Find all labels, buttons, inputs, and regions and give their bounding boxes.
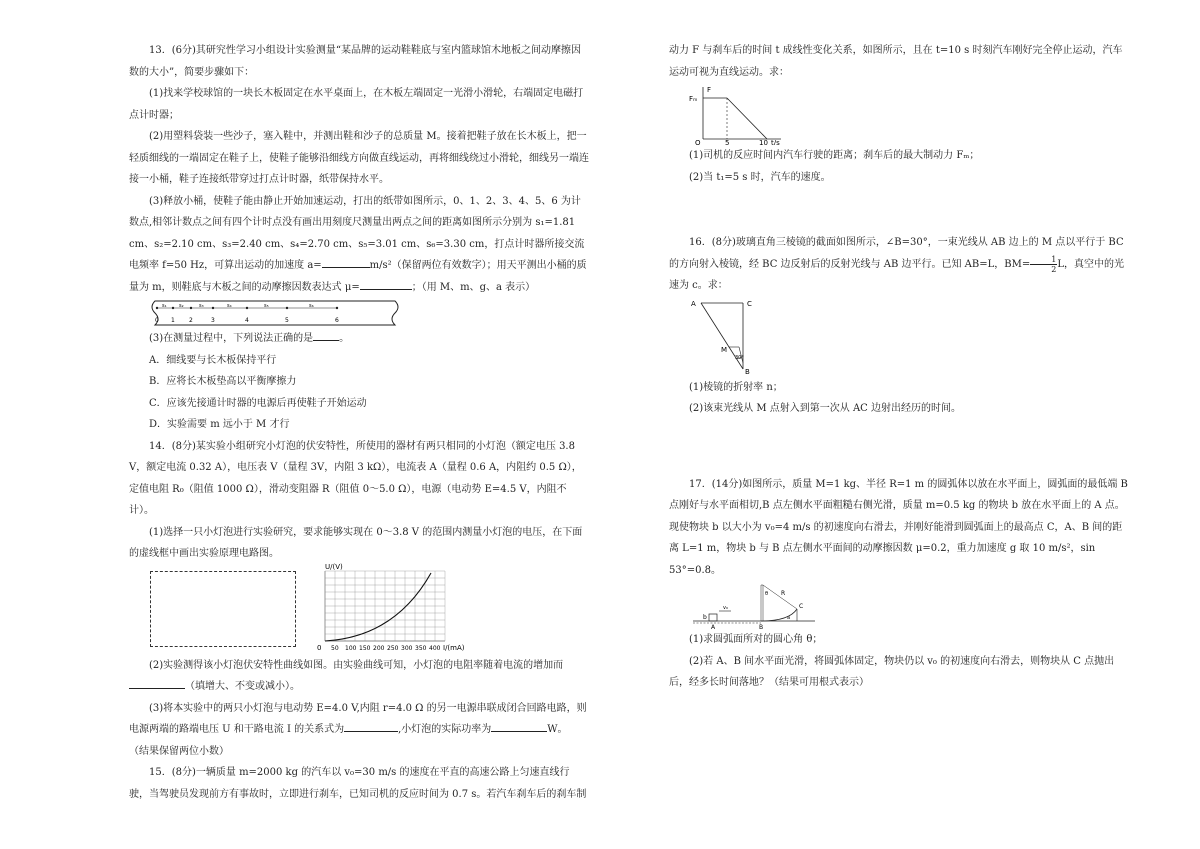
q16-prism-figure bbox=[669, 297, 1131, 377]
q17-stem: 17．(14分)如图所示，质量 M=1 kg、半径 R=1 m 的圆弧体以放在水平面上，圆弧面的最低端 B 点刚好与水平面相切,B 点左侧水平面粗糙右侧光滑，质量 m=0.5 kg 的物块 b 放在水平面上的 A 点。现使物块 b 以大小为 v₀=4 m/s 的初速度向右滑去，并刚好能滑到圆弧面上的最高点 C，A、B 间的距离 L=1 m，物块 b 与 B 点左侧水平面间的动摩擦因数 μ=0.2，重力加速度 g 取 10 m/s²，sin 53°=0.8。 bbox=[669, 478, 1128, 576]
tape-segment-label: s₄ bbox=[227, 303, 232, 309]
q14-step2-line2 bbox=[129, 676, 589, 698]
q17-arc-figure bbox=[669, 581, 1131, 629]
answer-blank-resistivity[interactable] bbox=[129, 677, 185, 689]
q15-stem-continued bbox=[669, 40, 1131, 83]
q15-step2: (2)当 t₁=5 s 时，汽车的速度。 bbox=[689, 171, 831, 183]
tape-segment-label: s₁ bbox=[162, 303, 167, 309]
q15-step1: (1)司机的反应时间内汽车行驶的距离；刹车后的最大制动力 Fₘ； bbox=[689, 150, 980, 161]
q13-step4 bbox=[129, 328, 589, 350]
axis-t: t/s bbox=[771, 139, 780, 145]
paper-tape-figure bbox=[129, 298, 589, 328]
q14-step3-note: （结果保留两位小数） bbox=[129, 745, 229, 757]
tick-10: 10 bbox=[759, 139, 768, 145]
label-b-point: B bbox=[759, 624, 764, 629]
fraction-numerator: 1 bbox=[1030, 255, 1057, 265]
q14-step2 bbox=[129, 655, 589, 677]
graph-xtick: 250 bbox=[387, 644, 399, 651]
q13-step2: (2)用塑料袋装一些沙子，塞入鞋中，并测出鞋和沙子的总质量 M。接着把鞋子放在长木板上，把一轻质细线的一端固定在鞋子上，使鞋子能够沿细线方向做直线运动，再将细线绕过小滑轮，细线另一端连接一小桶，鞋子连接纸带穿过打点计时器，纸带保持水平。 bbox=[129, 131, 589, 185]
q13-step1: (1)找来学校球馆的一块长木板固定在水平桌面上，在木板左端固定一光滑小滑轮，右端固定电磁打点计时器； bbox=[129, 88, 584, 121]
q13-option-c: C．应该先接通计时器的电源后再使鞋子开始运动 bbox=[149, 397, 367, 409]
paper-tape-svg bbox=[151, 298, 411, 328]
q14-stem: 14．(8分)某实验小组研究小灯泡的伏安特性，所使用的器材有两只相同的小灯泡（额定电压 3.8 V，额定电流 0.32 A），电压表 V（量程 3V，内阻 3 kΩ），电流表 A（量程 0.6 A，内阻约 0.5 Ω），定值电阻 R₀（阻值 1000 Ω），滑动变阻器 R（阻值 0～5.0 Ω），电源（电动势 E=4.5 V，内阻不计）。 bbox=[129, 440, 582, 516]
q14-step2-text: (2)实验测得该小灯泡伏安特性曲线如图。由实验曲线可知，小灯泡的电阻率随着电流的增加而 bbox=[149, 659, 564, 671]
q13-step4-text: (3)在测量过程中，下列说法正确的是 bbox=[149, 333, 314, 344]
q15-stem: 15．(8分)一辆质量 m=2000 kg 的汽车以 v₀=30 m/s 的速度在平直的高速公路上匀速直线行驶，当驾驶员发现前方有事故时，立即进行刹车，已知司机的反应时间为 0.7 s。若汽车刹车后的刹车制 bbox=[129, 767, 587, 800]
prism-svg bbox=[685, 295, 775, 375]
q14-step3-text: (3)将本实验中的两只小灯泡与电动势 E=4.0 V,内阻 r=4.0 Ω 的另一电源串联成闭合回路电路，则电源两端的路端电压 U 和干路电流 I 的关系式为 bbox=[129, 702, 587, 735]
graph-xtick: 200 bbox=[373, 644, 385, 651]
graph-xtick: 350 bbox=[415, 644, 427, 651]
axis-fm: Fₘ bbox=[689, 95, 698, 103]
label-a-small: a bbox=[787, 615, 791, 621]
q13-step3-text: (3)释放小桶，使鞋子能由静止开始加速运动，打出的纸带如图所示，0、1、2、3、4、5、6 为计数点,相邻计数点之间有四个计时点没有画出用刻度尺测量出两点之间的距离如图所示分别为 s₁=1.81 cm、s₂=2.10 cm、s₃=2.40 cm、s₄=2.70 cm、s₅=3.01 cm、s₆=3.30 cm，打点计时器所接交流电频率 f=50 Hz，可算出运动的加速度 a= bbox=[129, 195, 585, 271]
graph-origin: 0 bbox=[317, 643, 322, 651]
answer-blank-ui-relation[interactable] bbox=[344, 720, 398, 732]
q13-stem: 13．(6分)其研究性学习小组设计实验测量“某品牌的运动鞋鞋底与室内篮球馆木地板之间动摩擦因数的大小”，简要步骤如下： bbox=[129, 45, 582, 78]
graph-xtick: 150 bbox=[359, 644, 371, 651]
q16-stem-b: L，真空中的光速为 c。求： bbox=[669, 258, 1124, 291]
axis-f: F bbox=[707, 86, 712, 94]
fraction-denominator: 2 bbox=[1051, 264, 1057, 274]
answer-blank-power[interactable] bbox=[491, 720, 547, 732]
q13-option-b: B．应将长木板垫高以平衡摩擦力 bbox=[149, 376, 297, 387]
tape-segment-label: s₆ bbox=[309, 303, 314, 309]
q13-step3-text-c: ；（用 M、m、g、a 表示） bbox=[411, 281, 536, 293]
axis-origin: O bbox=[695, 139, 701, 145]
tick-5: 5 bbox=[725, 139, 730, 145]
q13-step3 bbox=[129, 191, 589, 299]
q16-stem bbox=[669, 232, 1131, 297]
tape-point-label: 3 bbox=[211, 317, 215, 324]
left-column bbox=[129, 40, 589, 805]
q17-step1: (1)求圆弧面所对的圆心角 θ； bbox=[689, 634, 823, 645]
label-b: B bbox=[745, 367, 750, 375]
q14-step3-text-b: ,小灯泡的实际功率为 bbox=[398, 724, 492, 735]
tape-segment-label: s₃ bbox=[199, 303, 204, 309]
arc-body-svg bbox=[691, 581, 821, 629]
circuit-diagram-box[interactable] bbox=[150, 571, 296, 647]
label-b-block: b bbox=[703, 614, 707, 621]
label-30deg: 30° bbox=[735, 354, 744, 361]
iv-curve-graph bbox=[315, 559, 485, 651]
graph-xtick: 50 bbox=[331, 644, 339, 651]
tape-point-label: 1 bbox=[171, 317, 175, 324]
q16-step2: (2)该束光线从 M 点射入到第一次从 AC 边射出经历的时间。 bbox=[689, 403, 961, 414]
q13-step4-end: 。 bbox=[339, 333, 350, 344]
label-v0: v₀ bbox=[723, 605, 728, 611]
fraction-half bbox=[1030, 255, 1057, 274]
right-column bbox=[669, 40, 1131, 694]
label-a-point: A bbox=[711, 624, 716, 629]
tape-point-label: 0 bbox=[155, 317, 159, 324]
q13-option-d: D．实验需要 m 远小于 M 才行 bbox=[149, 419, 290, 430]
q13-step3-text-b: m/s²（保留两位有效数字）；用天平测出小桶的质量为 m，则鞋底与木板之间的动摩擦因数表达式 μ= bbox=[129, 260, 587, 293]
q14-step3-text-c: W。 bbox=[547, 724, 568, 735]
force-time-graph-svg bbox=[687, 83, 787, 145]
tape-segment-label: s₅ bbox=[264, 303, 269, 309]
tape-point-label: 6 bbox=[335, 317, 339, 324]
graph-xtick: 400 bbox=[429, 644, 441, 651]
label-c: C bbox=[747, 299, 752, 308]
tape-point-label: 5 bbox=[285, 317, 289, 324]
q14-step1: (1)选择一只小灯泡进行实验研究，要求能够实现在 0～3.8 V 的范围内测量小灯泡的电压，在下面的虚线框中画出实验原理电路图。 bbox=[129, 526, 583, 559]
graph-xlabel: I/(mA) bbox=[443, 643, 465, 651]
label-a: A bbox=[691, 299, 696, 308]
label-r: R bbox=[781, 590, 786, 597]
tape-segment-label: s₂ bbox=[179, 303, 184, 309]
answer-blank-mu[interactable] bbox=[360, 278, 412, 290]
label-theta: θ bbox=[765, 591, 769, 597]
q13-option-a: A．细线要与长木板保持平行 bbox=[149, 354, 277, 366]
answer-blank-choice[interactable] bbox=[313, 329, 339, 341]
label-c-point: C bbox=[799, 603, 804, 610]
q14-figures bbox=[129, 562, 589, 655]
graph-xtick: 300 bbox=[401, 644, 413, 651]
graph-ylabel: U/(V) bbox=[325, 562, 343, 571]
tape-point-label: 2 bbox=[189, 317, 193, 324]
q14-step3 bbox=[129, 698, 589, 741]
label-m: M bbox=[721, 345, 728, 354]
q15-stem-continued-text: 动力 F 与刹车后的时间 t 成线性变化关系，如图所示，且在 t=10 s 时刻汽车刚好完全停止运动，汽车运动可视为直线运动。求： bbox=[669, 45, 1123, 78]
q16-stem-a: 16．(8分)玻璃直角三棱镜的截面如图所示，∠B=30°，一束光线从 AB 边上的 M 点以平行于 BC 的方向射入棱镜，经 BC 边反射后的反射光线与 AB 边平行。已知 AB=L，BM= bbox=[669, 237, 1124, 270]
tape-point-label: 4 bbox=[245, 317, 249, 324]
graph-xtick: 100 bbox=[345, 644, 357, 651]
q15-force-graph bbox=[669, 83, 1131, 145]
q17-step2: (2)若 A、B 间水平面光滑，将圆弧体固定，物块仍以 v₀ 的初速度向右滑去，则物块从 C 点抛出后，经多长时间落地？（结果可用根式表示） bbox=[669, 655, 1115, 688]
q16-step1: (1)棱镜的折射率 n； bbox=[689, 381, 783, 393]
answer-blank-acceleration[interactable] bbox=[322, 256, 370, 268]
q14-step2-text-b: （填增大、不变或减小）。 bbox=[185, 681, 300, 692]
